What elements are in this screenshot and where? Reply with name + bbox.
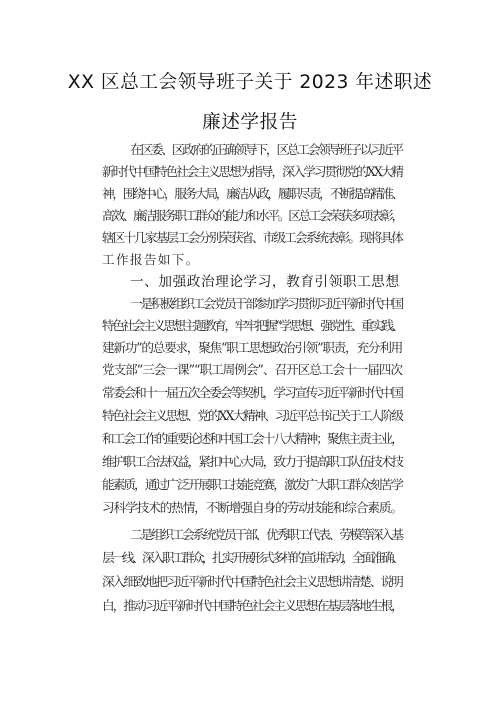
report-title-line-1: XX 区总工会领导班子关于 2023 年述职述	[67, 72, 433, 93]
paragraph-2-line: 二是组织工会系统党员干部、优秀职工代表、劳模等深入基	[130, 527, 402, 542]
paragraph-1-line: 一是积极组织工会党员干部参加学习贯彻习近平新时代中国	[130, 296, 402, 311]
intro-line: 工作报告如下。	[102, 252, 200, 267]
intro-line: 在区委、区政府的正确领导下，区总工会领导班子以习近平	[130, 142, 402, 157]
paragraph-2-line: 层一线、深入职工群众，扎实开展形式多样的宣讲活动，全面准确、	[102, 550, 402, 565]
intro-line: 新时代中国特色社会主义思想为指导，深入学习贯彻党的XX大精	[102, 164, 402, 179]
paragraph-1-line: 特色社会主义思想、党的XX大精神、习近平总书记关于工人阶级	[102, 408, 402, 423]
intro-line: 神，围绕中心，服务大局，廉洁从政，履职尽责，不断提高精准、	[102, 186, 402, 201]
paragraph-1-line: 常委会和十一届五次全委会等契机，学习宣传习近平新时代中国	[102, 385, 402, 400]
report-title-line-2: 廉述学报告	[201, 112, 299, 133]
paragraph-2-line: 深入细致地把习近平新时代中国特色社会主义思想讲清楚、说明	[102, 574, 402, 589]
paragraph-1-line: 特色社会主义思想主题教育，牢牢把握“学思想、强党性、重实践、	[102, 318, 402, 333]
intro-line: 高效、廉洁服务职工群众的能力和水平。区总工会荣获多项表彰，	[102, 208, 402, 223]
paragraph-2-line: 白，推动习近平新时代中国特色社会主义思想在基层落地生根，	[102, 598, 402, 613]
paragraph-1-line: 建新功”的总要求，聚焦“职工思想政治引领”职责，充分利用	[102, 340, 402, 355]
paragraph-1-line: 维护职工合法权益，紧扣中心大局，致力于提高职工队伍技术技	[102, 454, 402, 469]
paragraph-1-line: 和工会工作的重要论述和中国工会十八大精神；聚焦主责主业，	[102, 431, 402, 446]
intro-line: 辖区十几家基层工会分别荣获省、市级工会系统表彰。现将具体	[102, 230, 402, 245]
paragraph-1-line: 习科学技术的热情，不断增强自身的劳动技能和综合素质。	[102, 500, 402, 515]
paragraph-1-line: 能素质，通过广泛开展职工技能竞赛，激发广大职工群众刻苦学	[102, 477, 402, 492]
section-1-heading: 一、加强政治理论学习，教育引领职工思想	[130, 274, 400, 290]
paragraph-1-line: 党支部“三会一课”“职工周例会”、召开区总工会十一届四次	[102, 362, 402, 377]
